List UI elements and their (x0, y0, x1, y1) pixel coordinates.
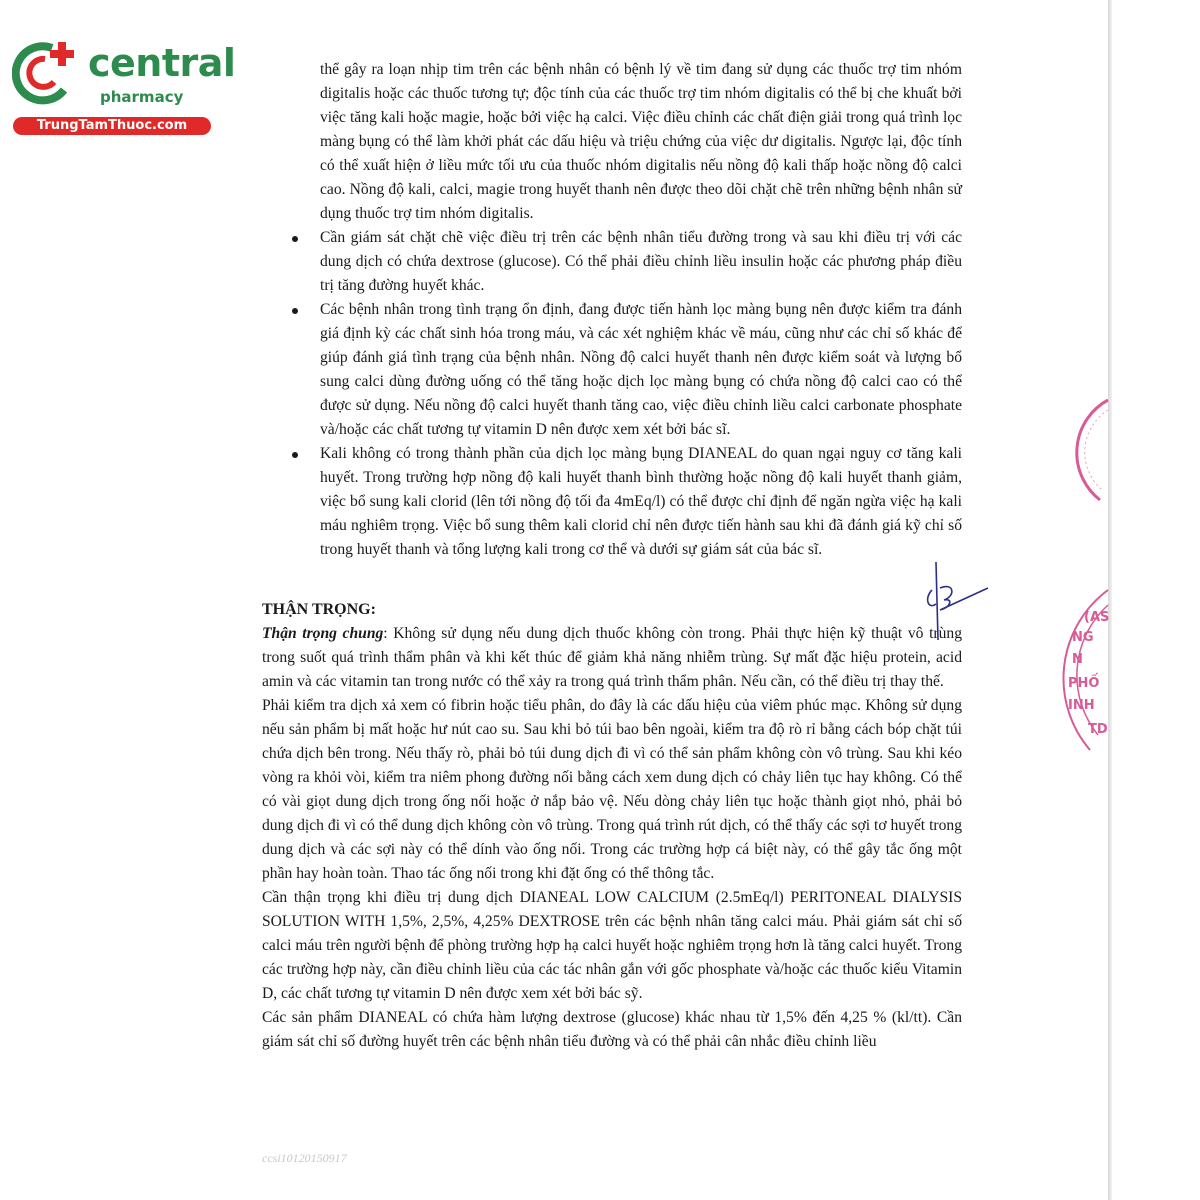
general-precautions-paragraph: Thận trọng chung: Không sử dụng nếu dung dịch thuốc không còn trong. Phải thực hiện kỹ thuật vô trùng trong suốt quá trình thẩm phân và khi kết thúc để giảm khả năng nhiễm trùng. Sự mất đặc hiệu protein, acid amin và các vitamin tan trong nước có thể xảy ra trong quá trình thẩm phân. Nếu cần, có thể điều trị thay thế. (262, 625, 962, 690)
intro-paragraph: thể gây ra loạn nhịp tim trên các bệnh nhân có bệnh lý về tim đang sử dụng các thuốc trợ tim nhóm digitalis hoặc các thuốc tương tự; độc tính của các thuốc trợ tim nhóm digitalis có thể bị che khuất bởi việc tăng kali hoặc magie, hoặc bởi việc hạ calci. Việc điều chỉnh các chất điện giải trong quá trình lọc màng bụng có thể làm khởi phát các dấu hiệu và triệu chứng của việc dư digitalis. Ngược lại, độc tính có thể xuất hiện ở liều mức tối ưu của thuốc nhóm digitalis nếu nồng độ kali thấp hoặc nồng độ calci cao. Nồng độ kali, calci, magie trong huyết thanh nên được theo dõi chặt chẽ trên những bệnh nhân sử dụng thuốc trợ tim nhóm digitalis. (320, 61, 962, 222)
signature-icon (920, 560, 1000, 650)
bullet-icon (292, 308, 298, 314)
bullet-item: Các bệnh nhân trong tình trạng ổn định, đang được tiến hành lọc màng bụng nên được kiểm tra đánh giá định kỳ các chất sinh hóa trong máu, và các xét nghiệm khác về máu, cũng như các chỉ số khác để giúp đánh giá tình trạng của bệnh nhân. Nồng độ calci huyết thanh nên được kiểm soát và lượng bổ sung calci dùng đường uống có thể tăng hoặc dịch lọc màng bụng có chứa nồng độ calci cao có thể được sử dụng. Nếu nồng độ calci huyết thanh tăng cao, việc điều chỉnh liều calci carbonate phosphate và/hoặc các chất tương tự vitamin D nên được xem xét bởi bác sĩ. (262, 298, 962, 442)
sub-heading: Thận trọng chung (262, 625, 384, 642)
bullet-item: Kali không có trong thành phần của dịch lọc màng bụng DIANEAL do quan ngại nguy cơ tăng kali huyết. Trong trường hợp nồng độ kali huyết thanh bình thường hoặc nồng độ kali huyết thanh giảm, việc bổ sung kali clorid (lên tới nồng độ tối đa 4mEq/l) có thể được chỉ định để ngăn ngừa việc hạ kali máu nghiêm trọng. Việc bổ sung thêm kali clorid chỉ nên được tiến hành sau khi đã đánh giá kỹ chỉ số trong huyết thanh và tổng lượng kali trong cơ thể và dưới sự giám sát của bác sĩ. (262, 442, 962, 562)
paragraph: Các sản phẩm DIANEAL có chứa hàm lượng dextrose (glucose) khác nhau từ 1,5% đến 4,25 % (kl/tt). Cần giám sát chỉ số đường huyết trên các bệnh nhân tiểu đường và có thể phải cân nhắc điều chỉnh liều (262, 1009, 962, 1050)
bullet-icon (292, 452, 298, 458)
bullet-item: Cần giám sát chặt chẽ việc điều trị trên các bệnh nhân tiểu đường trong và sau khi điều trị với các dung dịch có chứa dextrose (glucose). Có thể phải điều chỉnh liều insulin hoặc các phương pháp điều trị tăng đường huyết khác. (262, 226, 962, 298)
logo-subtitle: pharmacy (100, 88, 184, 106)
document-code: ccsi10120150917 (262, 1151, 347, 1165)
official-stamp: (AS NG N PHỐ INH TD (1060, 380, 1110, 800)
paragraph: Cần thận trọng khi điều trị dung dịch DIANEAL LOW CALCIUM (2.5mEq/l) PERITONEAL DIALYSIS SOLUTION WITH 1,5%, 2,5%, 4,25% DEXTROSE trên các bệnh nhân tăng calci máu. Phải giám sát chỉ số calci máu trên người bệnh để phòng trường hợp hạ calci huyết hoặc nghiêm trọng hơn là tăng calci huyết. Trong các trường hợp này, cần điều chỉnh liều của các tác nhân gắn với gốc phosphate và/hoặc các thuốc kiểu Vitamin D, các chất tương tự vitamin D nên được xem xét bởi bác sỹ. (262, 889, 962, 1002)
bullet-icon (292, 236, 298, 242)
document-body (262, 58, 962, 1054)
logo-url-badge[interactable]: TrungTamThuoc.com (13, 117, 211, 135)
section-heading: THẬN TRỌNG: (262, 601, 376, 618)
logo-brand: central (88, 41, 236, 85)
logo-c-cross-icon (12, 40, 78, 106)
pharmacy-logo[interactable] (10, 38, 236, 136)
bullet-list (262, 226, 962, 562)
paragraph: Phải kiểm tra dịch xả xem có fibrin hoặc tiểu phân, do đây là các dấu hiệu của viêm phúc mạc. Không sử dụng nếu sản phẩm bị mất hoặc hư nút cao su. Sau khi bỏ túi bao bên ngoài, kiểm tra độ rò rỉ bằng cách bóp chặt túi chứa dịch bên trong. Nếu thấy rò, phải bỏ túi dung dịch đi vì có thể sản phẩm không còn vô trùng. Sau khi kéo vòng ra khỏi vòi, kiểm tra niêm phong đường nối bằng cách xem dung dịch có chảy liên tục hay không. Có thể có vài giọt dung dịch trong ống nối hoặc ở nắp bảo vệ. Nếu dòng chảy liên tục hoặc thành giọt nhỏ, phải bỏ dung dịch đi vì có thể dung dịch không còn vô trùng. Trong quá trình rút dịch, có thể thấy các sợi tơ huyết trong dung dịch và các sợi này có thể dính vào ống nối. Trong các trường hợp cá biệt này, có thể gây tắc ống một phần hay hoàn toàn. Thao tác ống nối trong khi đặt ống có thể thông tắc. (262, 697, 962, 882)
stamp-ring-icon (1060, 380, 1110, 800)
